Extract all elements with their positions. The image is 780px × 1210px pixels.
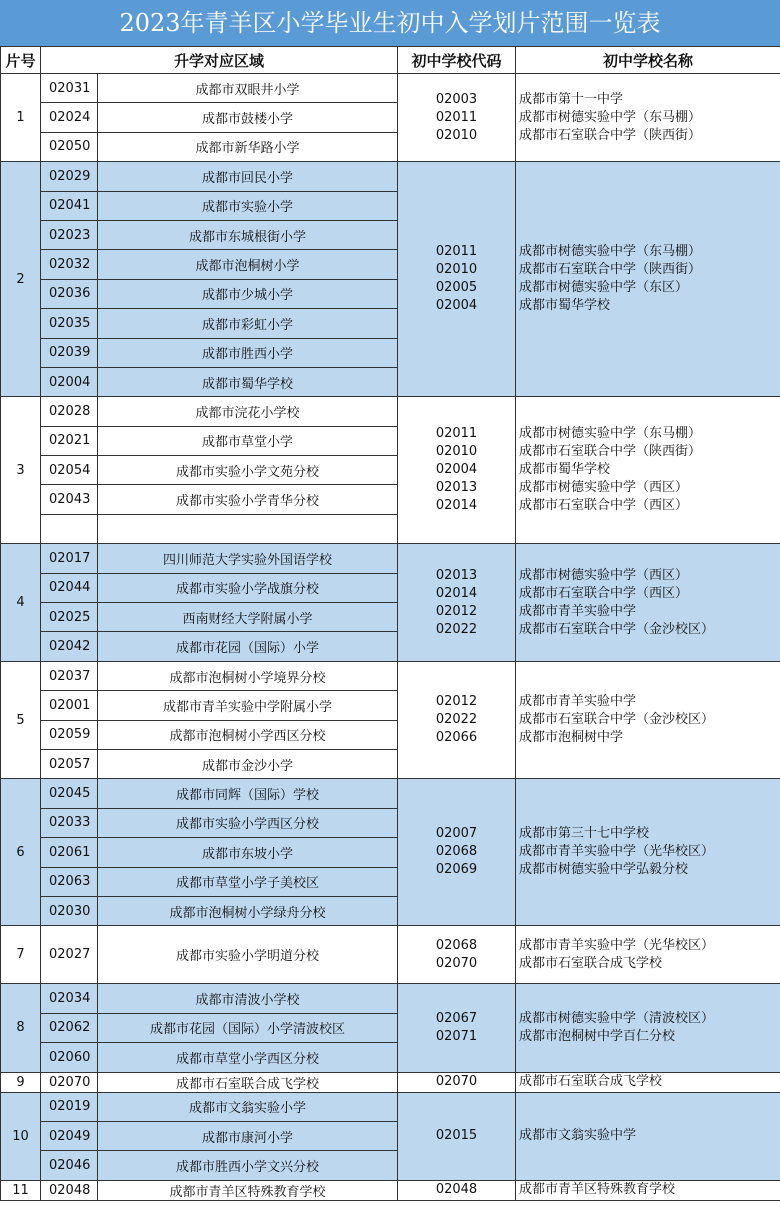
primary-school-name: 成都市实验小学战旗分校 xyxy=(98,573,398,602)
middle-school-name: 成都市青羊实验中学 xyxy=(519,603,637,619)
primary-school-name: 成都市花园（国际）小学清波校区 xyxy=(98,1013,398,1042)
primary-school-name: 成都市实验小学西区分校 xyxy=(98,808,398,837)
zone-number: 6 xyxy=(1,779,41,926)
middle-school-names xyxy=(516,661,780,779)
middle-school-name: 成都市树德实验中学（东区） xyxy=(519,280,689,296)
middle-school-name: 成都市青羊区特殊教育学校 xyxy=(519,1182,676,1198)
table-row xyxy=(1,397,780,426)
middle-school-name: 成都市文翁实验中学 xyxy=(519,1128,637,1144)
middle-school-codes xyxy=(398,74,516,162)
middle-school-code: 02010 xyxy=(435,127,478,143)
primary-school-name: 成都市泡桐树小学 xyxy=(98,250,398,279)
page-title: 2023年青羊区小学毕业生初中入学划片范围一览表 xyxy=(0,0,780,46)
table-row xyxy=(1,779,780,808)
primary-school-code: 02024 xyxy=(41,103,98,132)
primary-school-code: 02029 xyxy=(41,162,98,191)
header-primary-area: 升学对应区域 xyxy=(41,47,398,74)
middle-school-name: 成都市树德实验中学（东马棚） xyxy=(519,426,702,442)
primary-school-name: 成都市彩虹小学 xyxy=(98,309,398,338)
zone-number: 9 xyxy=(1,1072,41,1092)
primary-school-code: 02050 xyxy=(41,132,98,161)
primary-school-code: 02021 xyxy=(41,426,98,455)
primary-school-code: 02061 xyxy=(41,838,98,867)
primary-school-name xyxy=(98,514,398,543)
middle-school-code: 02022 xyxy=(435,712,478,728)
middle-school-name: 成都市第十一中学 xyxy=(519,91,624,107)
primary-school-code: 02039 xyxy=(41,338,98,367)
middle-school-code: 02022 xyxy=(435,621,478,637)
middle-school-names xyxy=(516,1072,780,1092)
primary-school-code: 02037 xyxy=(41,661,98,690)
middle-school-name: 成都市石室联合中学（西区） xyxy=(519,498,689,514)
middle-school-name: 成都市石室联合中学（陕西街） xyxy=(519,127,702,143)
middle-school-name: 成都市树德实验中学（西区） xyxy=(519,567,689,583)
table-row xyxy=(1,926,780,984)
primary-school-name: 成都市实验小学 xyxy=(98,191,398,220)
primary-school-code: 02070 xyxy=(41,1072,98,1092)
middle-school-code: 02004 xyxy=(435,462,478,478)
primary-school-code xyxy=(41,514,98,543)
primary-school-name: 成都市石室联合成飞学校 xyxy=(98,1072,398,1092)
table-row xyxy=(1,1072,780,1092)
middle-school-name: 成都市第三十七中学校 xyxy=(519,826,650,842)
primary-school-name: 成都市新华路小学 xyxy=(98,132,398,161)
middle-school-code: 02007 xyxy=(435,826,478,842)
middle-school-codes xyxy=(398,779,516,926)
zone-number: 4 xyxy=(1,544,41,662)
middle-school-code: 02067 xyxy=(435,1010,478,1026)
middle-school-name: 成都市蜀华学校 xyxy=(519,298,611,314)
middle-school-code: 02069 xyxy=(435,862,478,878)
middle-school-names xyxy=(516,544,780,662)
primary-school-name: 成都市回民小学 xyxy=(98,162,398,191)
middle-school-codes xyxy=(398,926,516,984)
middle-school-names xyxy=(516,162,780,397)
zone-number: 3 xyxy=(1,397,41,544)
middle-school-codes xyxy=(398,984,516,1072)
header-middle-name: 初中学校名称 xyxy=(516,47,780,74)
primary-school-code: 02062 xyxy=(41,1013,98,1042)
primary-school-code: 02034 xyxy=(41,984,98,1013)
middle-school-name: 成都市石室联合成飞学校 xyxy=(519,955,663,971)
middle-school-name: 成都市树德实验中学（西区） xyxy=(519,480,689,496)
middle-school-names xyxy=(516,779,780,926)
middle-school-code: 02070 xyxy=(435,1074,478,1089)
primary-school-code: 02059 xyxy=(41,720,98,749)
middle-school-name: 成都市树德实验中学弘毅分校 xyxy=(519,862,689,878)
middle-school-codes xyxy=(398,544,516,662)
middle-school-code: 02070 xyxy=(435,955,478,971)
header-middle-code: 初中学校代码 xyxy=(398,47,516,74)
middle-school-code: 02010 xyxy=(435,444,478,460)
middle-school-code: 02013 xyxy=(435,567,478,583)
middle-school-code: 02014 xyxy=(435,498,478,514)
primary-school-name: 成都市鼓楼小学 xyxy=(98,103,398,132)
primary-school-code: 02031 xyxy=(41,74,98,103)
middle-school-code: 02011 xyxy=(435,426,478,442)
middle-school-codes xyxy=(398,397,516,544)
middle-school-code: 02068 xyxy=(435,937,478,953)
primary-school-name: 成都市蜀华学校 xyxy=(98,367,398,396)
middle-school-code: 02012 xyxy=(435,694,478,710)
middle-school-names xyxy=(516,74,780,162)
primary-school-code: 02054 xyxy=(41,456,98,485)
zone-number: 2 xyxy=(1,162,41,397)
middle-school-name: 成都市树德实验中学（东马棚） xyxy=(519,109,702,125)
middle-school-name: 成都市青羊实验中学 xyxy=(519,694,637,710)
primary-school-name: 成都市金沙小学 xyxy=(98,749,398,778)
primary-school-name: 成都市东城根街小学 xyxy=(98,220,398,249)
primary-school-name: 成都市实验小学明道分校 xyxy=(98,926,398,984)
middle-school-names xyxy=(516,984,780,1072)
primary-school-name: 成都市青羊实验中学附属小学 xyxy=(98,691,398,720)
primary-school-name: 成都市草堂小学子美校区 xyxy=(98,867,398,896)
primary-school-name: 成都市康河小学 xyxy=(98,1121,398,1150)
primary-school-name: 成都市浣花小学校 xyxy=(98,397,398,426)
primary-school-name: 成都市东坡小学 xyxy=(98,838,398,867)
primary-school-code: 02028 xyxy=(41,397,98,426)
zone-number: 1 xyxy=(1,74,41,162)
primary-school-code: 02032 xyxy=(41,250,98,279)
primary-school-name: 成都市草堂小学 xyxy=(98,426,398,455)
zone-number: 8 xyxy=(1,984,41,1072)
middle-school-names xyxy=(516,397,780,544)
middle-school-code: 02014 xyxy=(435,585,478,601)
middle-school-code: 02012 xyxy=(435,603,478,619)
middle-school-name: 成都市石室联合中学（陕西街） xyxy=(519,262,702,278)
primary-school-code: 02041 xyxy=(41,191,98,220)
middle-school-code: 02004 xyxy=(435,298,478,314)
primary-school-code: 02045 xyxy=(41,779,98,808)
middle-school-code: 02003 xyxy=(435,91,478,107)
primary-school-name: 西南财经大学附属小学 xyxy=(98,603,398,632)
enrollment-table xyxy=(0,46,780,1201)
primary-school-name: 成都市花园（国际）小学 xyxy=(98,632,398,661)
table-row xyxy=(1,162,780,191)
header-zone-no: 片号 xyxy=(1,47,41,74)
table-row xyxy=(1,74,780,103)
table-row xyxy=(1,544,780,573)
header-row xyxy=(1,47,780,74)
middle-school-name: 成都市石室联合中学（陕西街） xyxy=(519,444,702,460)
middle-school-code: 02071 xyxy=(435,1028,478,1044)
primary-school-code: 02001 xyxy=(41,691,98,720)
primary-school-code: 02017 xyxy=(41,544,98,573)
middle-school-codes xyxy=(398,1180,516,1200)
middle-school-name: 成都市石室联合中学（金沙校区） xyxy=(519,712,715,728)
primary-school-name: 成都市胜西小学文兴分校 xyxy=(98,1151,398,1180)
middle-school-code: 02011 xyxy=(435,109,478,125)
middle-school-code: 02066 xyxy=(435,730,478,746)
primary-school-name: 成都市泡桐树小学境界分校 xyxy=(98,661,398,690)
middle-school-names xyxy=(516,1180,780,1200)
middle-school-codes xyxy=(398,1072,516,1092)
primary-school-code: 02036 xyxy=(41,279,98,308)
middle-school-names xyxy=(516,1092,780,1180)
middle-school-code: 02048 xyxy=(435,1182,478,1198)
zone-number: 11 xyxy=(1,1180,41,1200)
primary-school-code: 02027 xyxy=(41,926,98,984)
middle-school-name: 成都市泡桐树中学 xyxy=(519,730,624,746)
primary-school-name: 成都市胜西小学 xyxy=(98,338,398,367)
table-row xyxy=(1,1180,780,1200)
primary-school-name: 成都市清波小学校 xyxy=(98,984,398,1013)
primary-school-code: 02004 xyxy=(41,367,98,396)
primary-school-code: 02019 xyxy=(41,1092,98,1121)
middle-school-name: 成都市青羊实验中学（光华校区） xyxy=(519,844,715,860)
primary-school-code: 02030 xyxy=(41,896,98,925)
middle-school-code: 02011 xyxy=(435,244,478,260)
primary-school-code: 02033 xyxy=(41,808,98,837)
primary-school-name: 四川师范大学实验外国语学校 xyxy=(98,544,398,573)
middle-school-code: 02015 xyxy=(435,1128,478,1144)
middle-school-name: 成都市青羊实验中学（光华校区） xyxy=(519,937,715,953)
middle-school-name: 成都市蜀华学校 xyxy=(519,462,611,478)
primary-school-code: 02035 xyxy=(41,309,98,338)
zone-number: 5 xyxy=(1,661,41,779)
primary-school-name: 成都市少城小学 xyxy=(98,279,398,308)
middle-school-name: 成都市树德实验中学（清波校区） xyxy=(519,1010,715,1026)
primary-school-code: 02060 xyxy=(41,1043,98,1072)
middle-school-code: 02068 xyxy=(435,844,478,860)
primary-school-code: 02048 xyxy=(41,1180,98,1200)
middle-school-name: 成都市石室联合中学（金沙校区） xyxy=(519,621,715,637)
primary-school-code: 02023 xyxy=(41,220,98,249)
primary-school-code: 02063 xyxy=(41,867,98,896)
primary-school-name: 成都市泡桐树小学绿舟分校 xyxy=(98,896,398,925)
primary-school-code: 02043 xyxy=(41,485,98,514)
zone-number: 10 xyxy=(1,1092,41,1180)
middle-school-codes xyxy=(398,1092,516,1180)
middle-school-code: 02005 xyxy=(435,280,478,296)
primary-school-name: 成都市同辉（国际）学校 xyxy=(98,779,398,808)
middle-school-codes xyxy=(398,661,516,779)
primary-school-name: 成都市泡桐树小学西区分校 xyxy=(98,720,398,749)
primary-school-name: 成都市青羊区特殊教育学校 xyxy=(98,1180,398,1200)
primary-school-name: 成都市双眼井小学 xyxy=(98,74,398,103)
primary-school-code: 02046 xyxy=(41,1151,98,1180)
table-row xyxy=(1,661,780,690)
middle-school-codes xyxy=(398,162,516,397)
primary-school-name: 成都市实验小学文苑分校 xyxy=(98,456,398,485)
table-row xyxy=(1,984,780,1013)
primary-school-code: 02049 xyxy=(41,1121,98,1150)
middle-school-name: 成都市石室联合中学（西区） xyxy=(519,585,689,601)
primary-school-name: 成都市文翁实验小学 xyxy=(98,1092,398,1121)
zone-number: 7 xyxy=(1,926,41,984)
primary-school-code: 02025 xyxy=(41,603,98,632)
primary-school-name: 成都市实验小学青华分校 xyxy=(98,485,398,514)
primary-school-name: 成都市草堂小学西区分校 xyxy=(98,1043,398,1072)
middle-school-names xyxy=(516,926,780,984)
middle-school-name: 成都市石室联合成飞学校 xyxy=(519,1074,663,1089)
primary-school-code: 02042 xyxy=(41,632,98,661)
table-row xyxy=(1,1092,780,1121)
middle-school-name: 成都市泡桐树中学百仁分校 xyxy=(519,1028,676,1044)
primary-school-code: 02057 xyxy=(41,749,98,778)
middle-school-code: 02010 xyxy=(435,262,478,278)
primary-school-code: 02044 xyxy=(41,573,98,602)
middle-school-code: 02013 xyxy=(435,480,478,496)
middle-school-name: 成都市树德实验中学（东马棚） xyxy=(519,244,702,260)
